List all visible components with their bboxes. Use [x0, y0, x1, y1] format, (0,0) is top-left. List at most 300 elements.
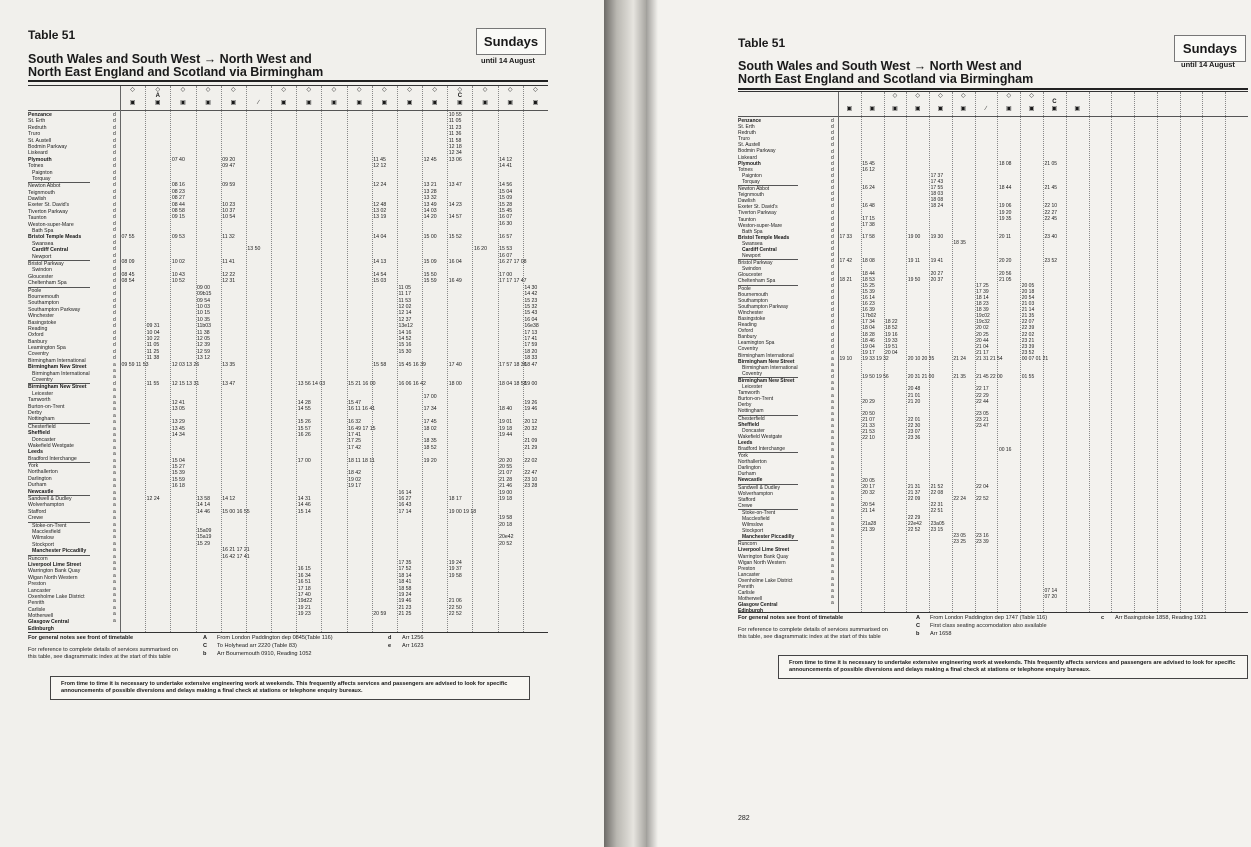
- arr-dep-marker: d: [113, 246, 116, 253]
- time-cell: 23 52: [1021, 349, 1035, 356]
- arr-dep-marker: a: [113, 387, 116, 394]
- arr-dep-marker: a: [831, 569, 834, 576]
- diamond-icon: ◇: [205, 87, 211, 93]
- station-name: Cardiff Central: [32, 247, 69, 254]
- time-cell: 19 06: [998, 203, 1012, 210]
- column-note-letter: C: [457, 93, 463, 99]
- footnote-key: d: [388, 635, 392, 641]
- page-number: 282: [738, 815, 750, 822]
- time-cell: 18 47: [524, 361, 538, 368]
- station-name: Leamington Spa: [738, 340, 775, 347]
- time-cell: 15 59: [171, 476, 185, 483]
- time-cell: 19 20: [423, 457, 437, 464]
- time-cell: 14 46: [297, 502, 311, 509]
- station-name: Banbury: [738, 334, 757, 341]
- arr-dep-marker: a: [113, 528, 116, 534]
- spine-shadow: [646, 0, 658, 847]
- time-cell: 17 34: [862, 319, 875, 326]
- station-name: Macclesfield: [742, 516, 770, 522]
- column-divider: [170, 86, 171, 632]
- time-cell: 18 08: [998, 160, 1012, 167]
- station-name: Penrith: [738, 584, 754, 591]
- arr-dep-marker: a: [831, 355, 834, 362]
- time-cell: 19 33: [885, 337, 898, 344]
- time-cell: 15 45: [862, 160, 875, 167]
- arr-dep-marker: a: [113, 617, 116, 624]
- station-name: Gloucester: [738, 272, 763, 279]
- arr-dep-marker: a: [113, 560, 116, 566]
- station-name: Plymouth: [738, 160, 761, 167]
- time-cell: 16 27 17 08: [499, 259, 527, 266]
- time-cell: 20 04: [885, 349, 898, 356]
- time-cell: 11 23: [448, 124, 462, 131]
- time-cell: 22 45: [1044, 215, 1058, 222]
- time-cell: 16 34: [297, 572, 311, 579]
- station-name: Stockport: [742, 528, 764, 535]
- station-name: Stafford: [28, 508, 47, 515]
- station-name: Wigan North Western: [28, 574, 78, 581]
- time-cell: 13 50: [247, 246, 261, 253]
- time-cell: 20 32: [862, 490, 875, 497]
- time-cell: 13 21: [423, 182, 437, 189]
- time-cell: 15 27: [171, 464, 185, 470]
- time-cell: 18 11 18 11: [348, 457, 375, 464]
- time-cell: 23 36: [907, 435, 921, 442]
- footnote-text: From London Paddington dep 1747 (Table 116): [930, 615, 1048, 621]
- time-cell: 09 31: [146, 323, 160, 330]
- time-cell: 16 14: [398, 489, 412, 496]
- arr-dep-marker: d: [113, 169, 116, 176]
- time-cell: 21 24: [953, 355, 966, 362]
- arr-dep-marker: a: [113, 585, 116, 592]
- facility-icon: ▣: [331, 100, 337, 106]
- time-cell: 18 35: [953, 240, 966, 246]
- column-divider: [397, 86, 398, 632]
- time-cell: 19 17: [348, 483, 362, 490]
- arr-dep-marker: a: [831, 538, 834, 545]
- diamond-icon: ◇: [306, 87, 312, 93]
- arr-dep-marker: a: [831, 386, 834, 393]
- station-name: York: [738, 452, 798, 459]
- time-cell: 18 04: [862, 325, 875, 332]
- footnote: [1101, 615, 1206, 622]
- facility-icon: ▣: [431, 100, 438, 106]
- station-name: Liverpool Lime Street: [28, 561, 82, 568]
- time-cell: 15 50: [423, 272, 437, 278]
- facility-icon: ▣: [482, 100, 488, 106]
- station-name: Carlisle: [28, 606, 46, 613]
- facility-icon: ▣: [1028, 106, 1035, 112]
- station-name: Tamworth: [738, 390, 760, 397]
- time-cell: 20 05: [862, 477, 875, 484]
- station-name: Plymouth: [28, 156, 52, 163]
- time-cell: 18 44: [998, 185, 1012, 192]
- arr-dep-marker: d: [831, 209, 834, 216]
- time-cell: 18 02: [423, 425, 437, 432]
- time-cell: 21 07: [499, 470, 513, 477]
- time-cell: 08 58: [171, 208, 185, 214]
- time-cell: 16 49 17 15: [348, 425, 376, 432]
- time-cell: 18 53: [862, 276, 875, 283]
- time-cell: 17 15: [862, 215, 875, 222]
- column-divider: [1157, 92, 1158, 612]
- facility-icon: ∕: [257, 100, 259, 106]
- diamond-icon: ◇: [356, 87, 362, 93]
- time-cell: 17 35: [398, 560, 412, 566]
- time-cell: 13 02: [373, 208, 387, 214]
- station-name: Burton-on-Trent: [738, 396, 774, 403]
- station-name: Bradford Interchange: [738, 445, 785, 452]
- time-cell: 20 18: [499, 521, 513, 528]
- time-cell: 17 00: [499, 272, 513, 278]
- time-cell: 21 25: [398, 611, 412, 618]
- time-cell: 12 15 13 31: [171, 380, 200, 387]
- time-cell: 17 34: [423, 406, 437, 413]
- time-cell: 18 28: [862, 331, 875, 338]
- time-cell: 13 29: [171, 419, 185, 426]
- diamond-icon: ◇: [281, 87, 286, 93]
- table-number: Table 51: [738, 36, 786, 50]
- arr-dep-marker: d: [113, 137, 116, 144]
- facility-icon: ▣: [305, 100, 312, 106]
- time-cell: 11 17: [398, 291, 412, 298]
- time-cell: 19 24: [448, 560, 462, 566]
- time-cell: 17 55: [930, 185, 944, 192]
- facility-icon: ▣: [230, 100, 237, 106]
- time-cell: 23a05: [930, 520, 945, 527]
- station-name: Bournemouth: [28, 293, 60, 300]
- facility-icon: ▣: [937, 106, 944, 112]
- time-cell: 07 55: [121, 233, 135, 240]
- time-cell: 20 55: [499, 464, 513, 470]
- time-cell: 23 28: [524, 483, 538, 490]
- station-name: Darlington: [738, 465, 761, 472]
- time-cell: 14 52: [398, 336, 412, 342]
- station-name: Bournemouth: [738, 291, 769, 298]
- station-name: Southampton: [738, 297, 768, 304]
- time-cell: 22 29: [907, 514, 921, 521]
- time-cell: 09 53: [171, 233, 185, 240]
- footnote-text: Arr 1623: [402, 643, 424, 649]
- time-cell: 19c02: [976, 313, 990, 320]
- time-cell: 18 14: [398, 572, 412, 579]
- arr-dep-marker: a: [113, 496, 116, 502]
- title-rule: [738, 88, 1248, 90]
- arr-dep-marker: d: [831, 246, 834, 253]
- time-cell: 17 58: [862, 233, 875, 240]
- arr-dep-marker: d: [113, 201, 116, 208]
- time-cell: 16 04: [448, 259, 462, 266]
- time-cell: 19 16: [885, 331, 898, 338]
- station-name: Newton Abbot: [28, 182, 90, 189]
- time-cell: 16 04: [524, 316, 538, 323]
- time-cell: 17 42: [839, 258, 853, 265]
- time-cell: 21 20: [907, 398, 921, 405]
- time-cell: 08 09: [121, 259, 135, 266]
- time-cell: 19 41: [930, 258, 944, 265]
- time-cell: 15 00: [423, 233, 437, 240]
- time-cell: 22 51: [930, 508, 944, 515]
- arr-dep-marker: a: [831, 392, 834, 399]
- arr-dep-marker: a: [831, 587, 834, 594]
- time-cell: 08 16: [171, 182, 185, 189]
- engineering-notice: From time to time it is necessary to undertake extensive engineering work at weekends. This frequently affects services and passengers are advised to look for specific announcements of possible diversions and delays making a final check at stations or telephone enquiry bureaux.: [50, 676, 530, 700]
- table-title: [738, 60, 1033, 86]
- footnote-text: Arr 1658: [930, 631, 952, 637]
- arr-dep-marker: a: [113, 368, 116, 374]
- day-box: Sundays: [1174, 35, 1246, 62]
- time-cell: 18 23: [976, 301, 989, 307]
- time-cell: 21 09: [524, 438, 538, 445]
- time-cell: 21 05: [998, 276, 1012, 283]
- time-cell: 19 01: [499, 419, 513, 426]
- station-name: Bath Spa: [32, 228, 54, 235]
- column-divider: [422, 86, 423, 632]
- time-cell: 23 39: [976, 538, 989, 545]
- facility-icon: ▣: [356, 100, 362, 106]
- time-cell: 11 58: [448, 137, 462, 144]
- time-cell: 22 52: [448, 611, 462, 618]
- time-cell: 18 00: [448, 380, 462, 387]
- arr-dep-marker: d: [113, 348, 116, 355]
- time-cell: 12 05: [197, 336, 210, 342]
- arr-dep-marker: a: [831, 429, 834, 436]
- station-name: Glasgow Central: [738, 602, 778, 609]
- station-name: Edinburgh: [738, 608, 763, 615]
- station-name: Birmingham International: [32, 370, 90, 377]
- arr-dep-marker: a: [831, 484, 834, 490]
- arr-dep-marker: a: [831, 368, 834, 375]
- time-cell: 17 41: [524, 336, 538, 342]
- time-cell: 09b15: [197, 291, 212, 298]
- time-cell: 22 04: [976, 484, 989, 490]
- time-cell: 11 05: [398, 284, 412, 291]
- station-name: Doncaster: [32, 436, 56, 443]
- arr-dep-marker: d: [831, 160, 834, 167]
- arr-dep-marker: d: [831, 154, 834, 161]
- time-cell: 16 06 16 42: [398, 380, 426, 387]
- station-name: Reading: [28, 325, 48, 332]
- time-cell: 14 42: [524, 291, 538, 298]
- station-name: Bristol Parkway: [738, 259, 798, 266]
- time-cell: 12 31: [222, 278, 236, 285]
- time-cell: 22 47: [524, 470, 538, 477]
- facility-icon: ▣: [892, 106, 898, 112]
- diamond-icon: ◇: [382, 87, 387, 93]
- footnote-text: Arr 1256: [402, 635, 424, 641]
- arr-dep-marker: d: [113, 208, 116, 214]
- time-cell: 17 40: [448, 361, 462, 368]
- arr-dep-marker: a: [113, 540, 116, 547]
- station-name: Coventry: [742, 370, 763, 377]
- station-name: Coventry: [32, 377, 53, 384]
- arr-dep-marker: a: [113, 425, 116, 432]
- time-cell: 21 04: [976, 343, 989, 350]
- station-name: Derby: [28, 409, 42, 416]
- arr-dep-marker: d: [113, 355, 116, 362]
- time-cell: 23 39: [1021, 343, 1035, 350]
- facility-icon: ▣: [381, 100, 388, 106]
- station-name: Swindon: [742, 266, 762, 273]
- arr-dep-marker: a: [113, 476, 116, 483]
- time-cell: 23 07: [907, 429, 921, 436]
- footnote-text: Arr Basingstoke 1858, Reading 1921: [1115, 615, 1207, 621]
- diamond-icon: ◇: [1006, 93, 1012, 99]
- time-cell: 19 50: [907, 276, 921, 283]
- arr-dep-marker: d: [113, 329, 116, 336]
- station-name: Winchester: [28, 313, 54, 320]
- time-cell: 13 47: [448, 182, 462, 189]
- arr-dep-marker: d: [831, 240, 834, 246]
- station-name: Northallerton: [738, 459, 767, 466]
- time-cell: 13 28: [423, 188, 437, 195]
- time-cell: 10 22: [146, 336, 160, 342]
- column-divider: [271, 86, 272, 632]
- time-cell: 22 07: [1021, 319, 1035, 326]
- diamond-icon: ◇: [960, 93, 966, 99]
- time-cell: 12 02: [398, 304, 412, 310]
- arr-dep-marker: d: [113, 233, 116, 240]
- time-cell: 23 15: [930, 526, 944, 533]
- time-cell: 18 24: [930, 203, 944, 210]
- arr-dep-marker: a: [113, 553, 116, 560]
- arr-dep-marker: d: [831, 130, 834, 137]
- time-cell: 21 35: [953, 374, 966, 381]
- diamond-icon: ◇: [407, 87, 412, 93]
- station-name: Preston: [28, 581, 46, 588]
- until-date: until 14 August: [481, 56, 535, 65]
- time-cell: 22 02: [1021, 331, 1035, 338]
- arr-dep-marker: d: [113, 323, 116, 330]
- station-name: Leicester: [742, 384, 763, 391]
- time-cell: 15 16: [398, 342, 412, 349]
- time-cell: 15 14: [297, 508, 311, 515]
- left-page: [0, 0, 604, 847]
- arr-dep-marker: d: [113, 182, 116, 189]
- footnote-key: e: [388, 643, 392, 649]
- time-cell: 10 02: [171, 259, 185, 266]
- time-cell: 16 42 17 41: [222, 553, 250, 560]
- arr-dep-marker: d: [113, 163, 116, 170]
- time-cell: 10 03: [197, 304, 210, 310]
- footnote-text: First class seating accomodation also available: [930, 623, 1047, 629]
- station-name: Birmingham International: [742, 364, 798, 371]
- time-cell: 15 59: [423, 278, 437, 285]
- time-cell: 19 00: [499, 489, 513, 496]
- time-cell: 17 45: [423, 419, 437, 426]
- time-cell: 16 18: [171, 483, 185, 490]
- arr-dep-marker: d: [113, 131, 116, 138]
- arr-dep-marker: d: [113, 144, 116, 150]
- station-name: Wakefield Westgate: [28, 442, 74, 449]
- station-name: Motherwell: [28, 613, 54, 620]
- arr-dep-marker: d: [113, 156, 116, 163]
- station-name: Stockport: [32, 541, 54, 548]
- arr-dep-marker: d: [113, 284, 116, 291]
- time-cell: 20 50: [862, 410, 875, 417]
- time-cell: 14 41: [499, 163, 513, 170]
- engineering-notice: From time to time it is necessary to undertake extensive engineering work at weekends. This frequently affects services and passengers are advised to look for specific announcements of possible diversions and delays making a final check at stations or telephone enquiry bureaux.: [778, 655, 1248, 679]
- arr-dep-marker: d: [113, 272, 116, 278]
- arr-dep-marker: d: [831, 349, 834, 356]
- station-name: Birmingham International: [28, 357, 86, 364]
- arr-dep-marker: a: [831, 520, 834, 527]
- time-cell: 22 52: [976, 496, 989, 503]
- arr-dep-marker: d: [113, 176, 116, 182]
- time-cell: 18 20: [524, 348, 538, 355]
- time-cell: 18 58: [398, 585, 412, 592]
- time-cell: 15a19: [197, 534, 212, 541]
- station-name: Paignton: [32, 169, 53, 176]
- time-cell: 22 39: [1021, 325, 1035, 332]
- footnote: [916, 615, 1047, 622]
- station-name: Wilmslow: [742, 522, 764, 529]
- arr-dep-marker: a: [113, 419, 116, 426]
- time-cell: 19c32: [976, 319, 990, 326]
- time-cell: 14 04: [373, 233, 387, 240]
- arr-dep-marker: a: [831, 593, 834, 600]
- time-cell: 20 37: [930, 276, 944, 283]
- arr-dep-marker: d: [831, 374, 834, 381]
- arr-dep-marker: d: [831, 319, 834, 326]
- time-cell: 17 42: [348, 444, 362, 451]
- time-cell: 17 43: [930, 179, 944, 185]
- time-cell: 17 00: [297, 457, 311, 464]
- arr-dep-marker: d: [831, 252, 834, 259]
- time-cell: 13 12: [197, 355, 210, 362]
- title-line-2: North East England and Scotland via Birmingham: [28, 65, 324, 79]
- column-divider: [1225, 92, 1226, 612]
- station-name: Tiverton Parkway: [738, 210, 777, 217]
- time-cell: 16 15: [297, 566, 311, 573]
- time-cell: 09 59: [222, 182, 236, 189]
- time-cell: 15 47: [348, 400, 362, 406]
- time-cell: 20 48: [907, 386, 921, 393]
- station-name: Runcorn: [738, 540, 798, 547]
- day-box: Sundays: [476, 28, 546, 55]
- time-cell: 15 45: [499, 208, 513, 214]
- arr-dep-marker: a: [113, 483, 116, 490]
- time-cell: 08 23: [171, 188, 185, 195]
- arr-dep-marker: d: [831, 136, 834, 143]
- time-cell: 11 53: [398, 297, 412, 304]
- station-name: Totnes: [738, 166, 753, 173]
- time-cell: 15 00 16 55: [222, 508, 250, 515]
- footnote-key: C: [916, 623, 921, 629]
- title-line-1: South Wales and South West → North West and: [28, 52, 312, 66]
- arr-dep-marker: d: [113, 336, 116, 342]
- arr-dep-marker: a: [113, 489, 116, 496]
- time-cell: 14 16: [398, 329, 412, 336]
- arr-dep-marker: a: [831, 496, 834, 503]
- time-cell: 12 41: [171, 400, 185, 406]
- time-cell: 16 43: [398, 502, 412, 509]
- time-cell: 23 47: [976, 423, 989, 429]
- arr-dep-marker: a: [113, 515, 116, 522]
- time-cell: 16 30: [499, 220, 513, 227]
- time-cell: 20 32: [524, 425, 538, 432]
- arr-dep-marker: a: [831, 453, 834, 460]
- arr-dep-marker: d: [831, 301, 834, 307]
- time-cell: 21 28: [499, 476, 513, 483]
- time-cell: 15 32: [524, 304, 538, 310]
- arr-dep-marker: a: [113, 579, 116, 586]
- time-cell: 21 03: [1021, 301, 1035, 307]
- facility-icon: ▣: [457, 100, 463, 106]
- station-name: Leeds: [28, 449, 43, 456]
- time-cell: 19 18: [499, 425, 513, 432]
- column-divider: [347, 86, 348, 632]
